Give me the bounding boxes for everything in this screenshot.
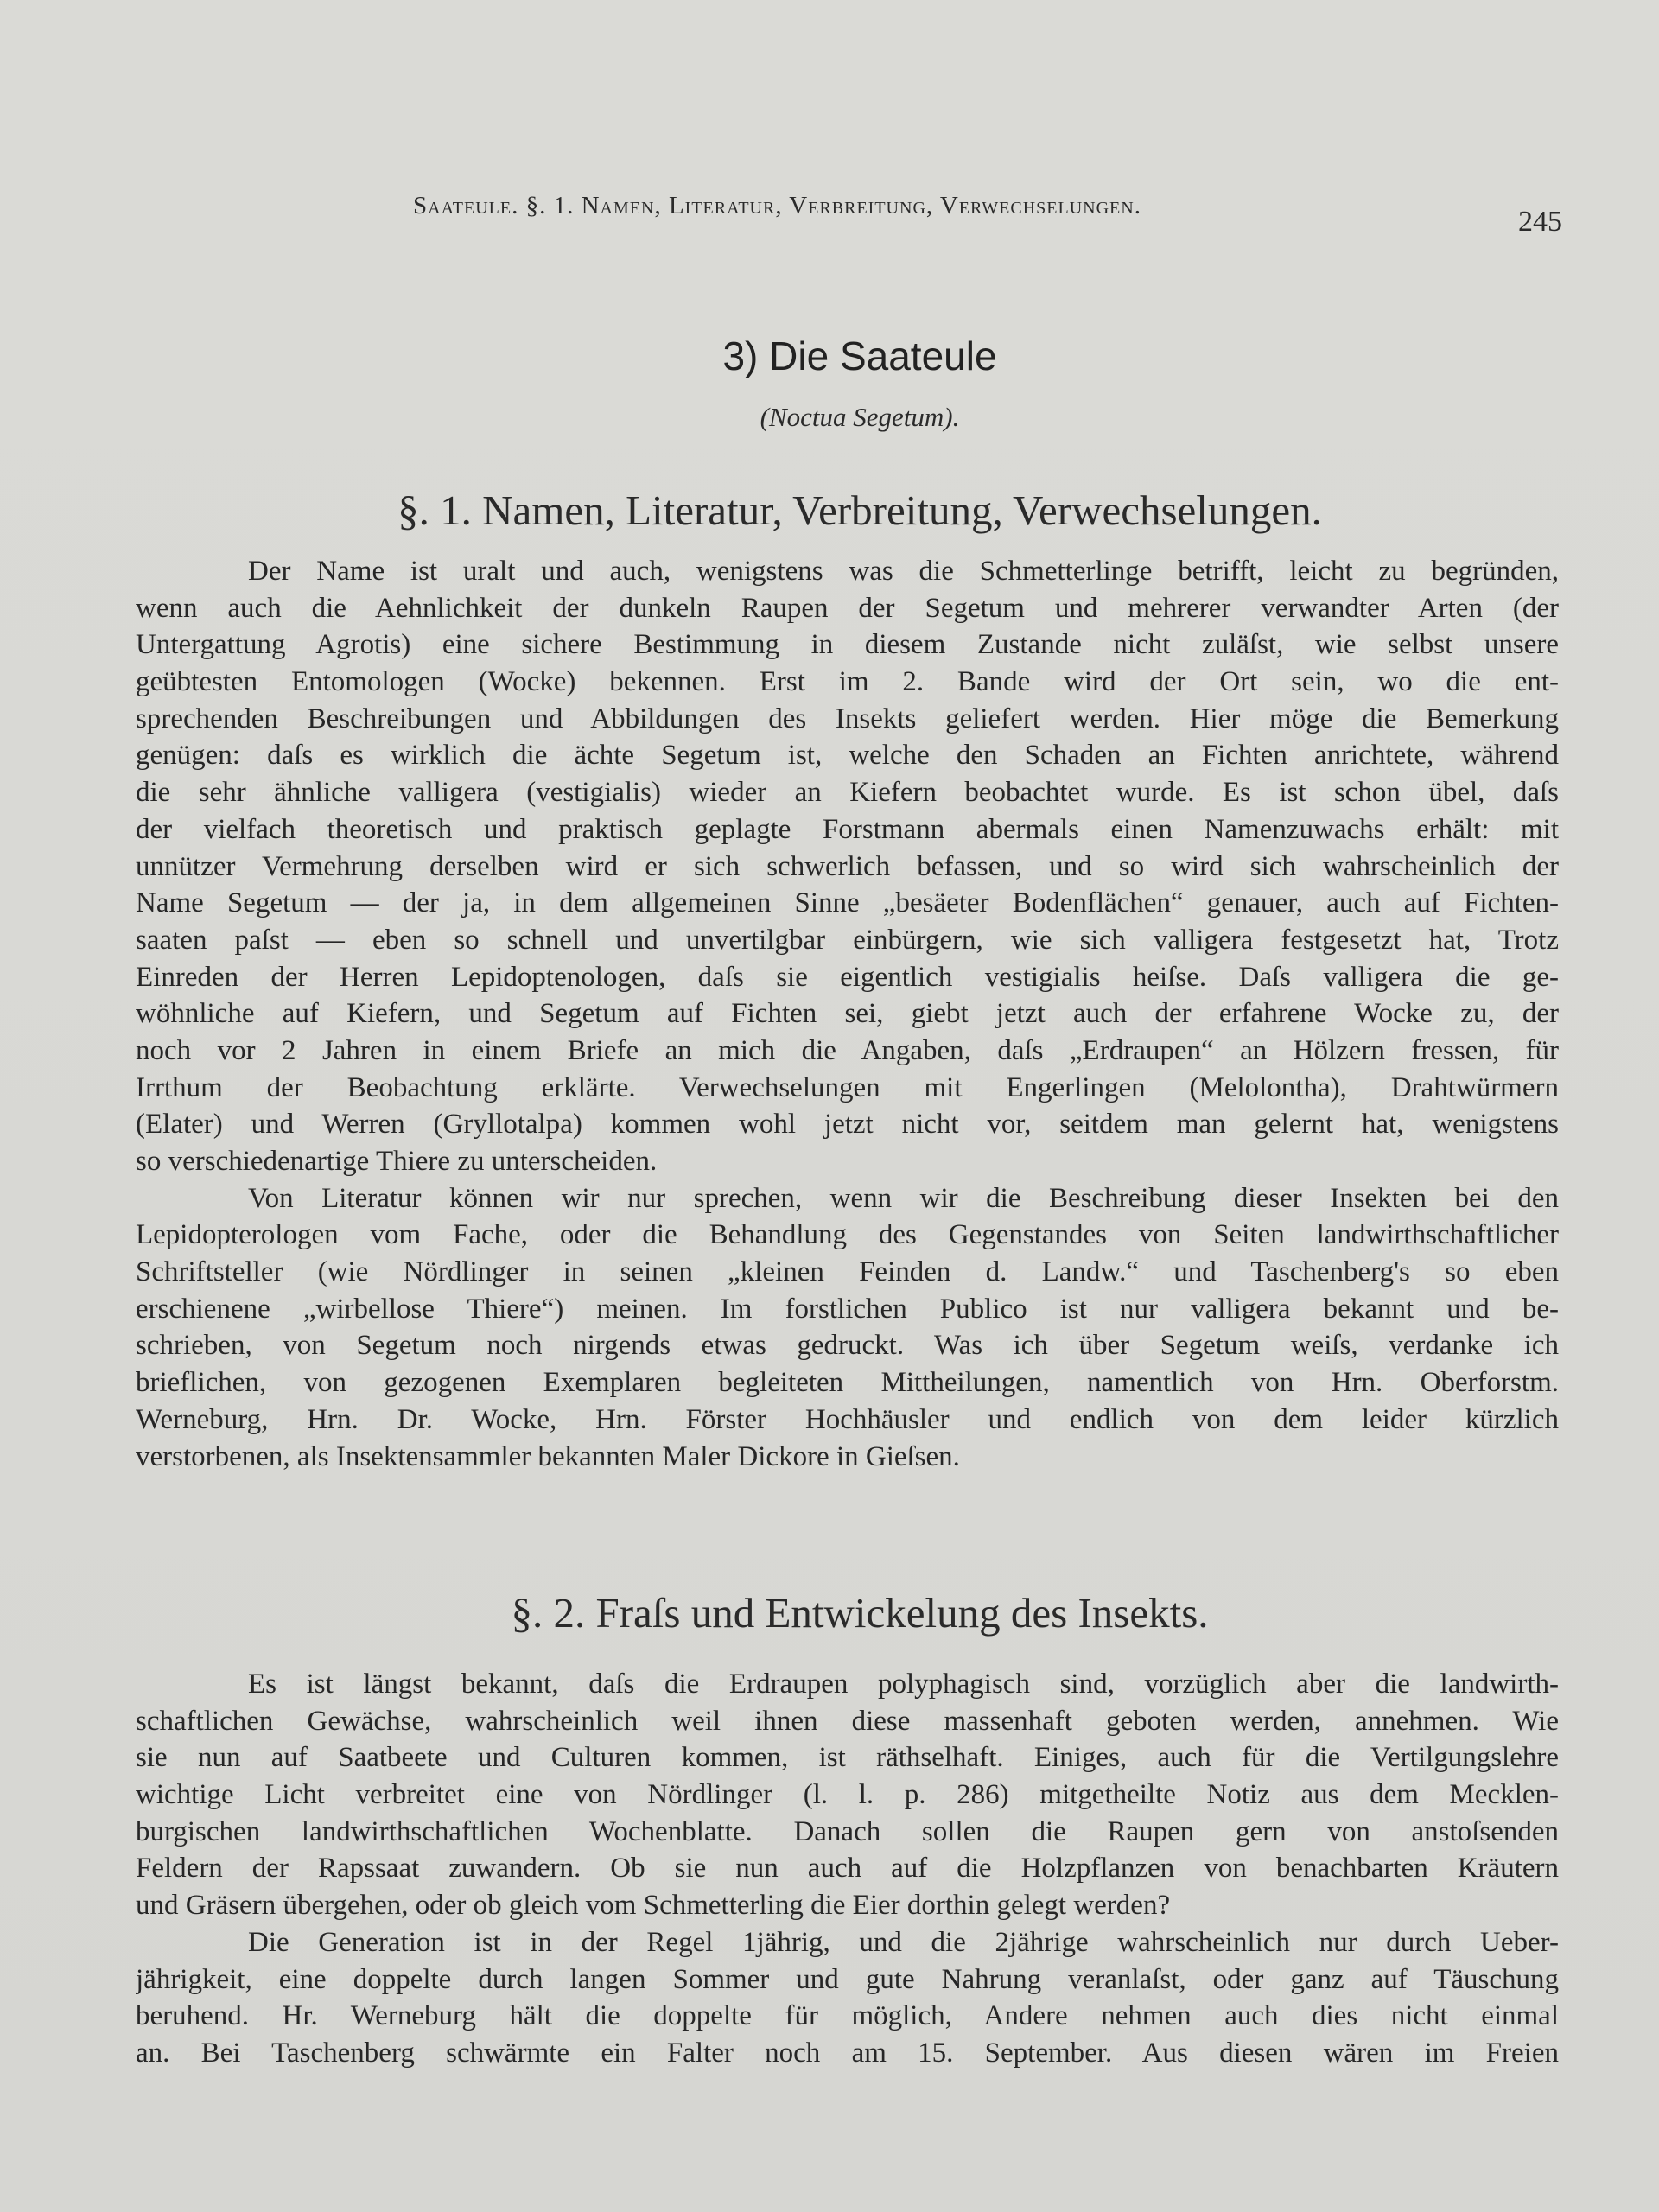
running-head — [413, 192, 1562, 238]
page-number: 245 — [1518, 206, 1562, 238]
text-line: Feldern der Rapssaat zuwandern. Ob sie nun auch auf die Holzpflanzen von benachbarten Kräutern — [136, 1853, 1559, 1885]
text-line: Lepidopterologen vom Fache, oder die Behandlung des Gegenstandes von Seiten landwirthschaftlicher — [136, 1219, 1559, 1251]
section-2-body — [136, 1666, 1559, 2072]
text-line: Die Generation ist in der Regel 1jährig, und die 2jährige wahrscheinlich nur durch Ueber- — [248, 1926, 1559, 1958]
text-line: wöhnliche auf Kiefern, und Segetum auf Fichten sei, giebt jetzt auch der erfahrene Wocke zu, der — [136, 998, 1559, 1030]
section-2-heading: §. 2. Fraſs und Entwickelung des Insekts. — [511, 1589, 1209, 1637]
text-line: an. Bei Taschenberg schwärmte ein Falter noch am 15. September. Aus diesen wären im Freien — [136, 2037, 1559, 2069]
text-line: schrieben, von Segetum noch nirgends etwas gedruckt. Was ich über Segetum weiſs, verdanke ich — [136, 1330, 1559, 1362]
text-line: verstorbenen, als Insektensammler bekannten Maler Dickore in Gieſsen. — [136, 1440, 960, 1472]
text-line: Name Segetum — der ja, in dem allgemeinen Sinne „besäeter Bodenflächen“ genauer, auch auf Fichten- — [136, 887, 1559, 919]
text-line: Schriftsteller (wie Nördlinger in seinen „kleinen Feinden d. Landw.“ und Taschenberg's so eben — [136, 1256, 1559, 1288]
text-line: so verschiedenartige Thiere zu unterscheiden. — [136, 1146, 658, 1177]
text-line: burgischen landwirthschaftlichen Wochenblatte. Danach sollen die Raupen gern von anstoſsenden — [136, 1815, 1559, 1847]
text-line: wichtige Licht verbreitet eine von Nördlinger (l. l. p. 286) mitgetheilte Notiz aus dem Mecklen- — [136, 1779, 1559, 1811]
text-line: Untergattung Agrotis) eine sichere Bestimmung in diesem Zustande nicht zuläſst, wie selbst unsere — [136, 629, 1559, 661]
text-line: erschienene „wirbellose Thiere“) meinen. Im forstlichen Publico ist nur valligera bekannt und be- — [136, 1293, 1559, 1325]
text-line: Der Name ist uralt und auch, wenigstens was die Schmetterlinge betrifft, leicht zu begründen, — [248, 556, 1559, 587]
text-line: Einreden der Herren Lepidoptenologen, daſs sie eigentlich vestigialis heiſse. Daſs valligera die ge- — [136, 961, 1559, 993]
text-line: sie nun auf Saatbeete und Culturen kommen, ist räthselhaft. Einiges, auch für die Vertilgungslehre — [136, 1742, 1559, 1774]
text-line: unnützer Vermehrung derselben wird er sich schwerlich befassen, und so wird sich wahrscheinlich der — [136, 850, 1559, 882]
text-line: und Gräsern übergehen, oder ob gleich vom Schmetterling die Eier dorthin gelegt werden? — [136, 1890, 1171, 1922]
text-line: saaten paſst — eben so schnell und unvertilgbar einbürgern, wie sich valligera festgesetzt hat, Trotz — [136, 924, 1559, 956]
section-1-body — [136, 553, 1559, 1475]
text-line: jährigkeit, eine doppelte durch langen Sommer und gute Nahrung veranlaſst, oder ganz auf Täuschung — [136, 1963, 1559, 1995]
text-line: sprechenden Beschreibungen und Abbildungen des Insekts geliefert werden. Hier möge die Bemerkung — [136, 702, 1559, 734]
text-line: Werneburg, Hrn. Dr. Wocke, Hrn. Förster Hochhäusler und endlich von dem leider kürzlich — [136, 1403, 1559, 1435]
section-1-heading: §. 1. Namen, Literatur, Verbreitung, Verwechselungen. — [397, 486, 1322, 534]
text-line: beruhend. Hr. Werneburg hält die doppelte für möglich, Andere nehmen auch dies nicht einmal — [136, 2000, 1559, 2032]
text-line: brieflichen, von gezogenen Exemplaren begleiteten Mittheilungen, namentlich von Hrn. Oberforstm. — [136, 1367, 1559, 1399]
text-line: schaftlichen Gewächse, wahrscheinlich weil ihnen diese massenhaft geboten werden, annehmen. Wie — [136, 1705, 1559, 1737]
running-head-text: Saateule. §. 1. Namen, Literatur, Verbreitung, Verwechselungen. — [413, 192, 1141, 219]
text-line: Es ist längst bekannt, daſs die Erdraupen polyphagisch sind, vorzüglich aber die landwirth- — [248, 1669, 1559, 1700]
text-line: Von Literatur können wir nur sprechen, wenn wir die Beschreibung dieser Insekten bei den — [248, 1182, 1559, 1214]
text-line: noch vor 2 Jahren in einem Briefe an mich die Angaben, daſs „Erdraupen“ an Hölzern fressen, für — [136, 1034, 1559, 1066]
text-line: wenn auch die Aehnlichkeit der dunkeln Raupen der Segetum und mehrerer verwandter Arten (der — [136, 592, 1559, 624]
text-line: genügen: daſs es wirklich die ächte Segetum ist, welche den Schaden an Fichten anrichtete, während — [136, 740, 1559, 772]
text-line: die sehr ähnliche valligera (vestigialis) wieder an Kiefern beobachtet wurde. Es ist schon übel, daſs — [136, 777, 1559, 809]
chapter-title: 3) Die Saateule — [722, 334, 997, 378]
text-line: der vielfach theoretisch und praktisch geplagte Forstmann abermals einen Namenzuwachs erhält: mit — [136, 813, 1559, 845]
text-line: (Elater) und Werren (Gryllotalpa) kommen wohl jetzt nicht vor, seitdem man gelernt hat, wenigstens — [136, 1109, 1559, 1141]
text-line: Irrthum der Beobachtung erklärte. Verwechselungen mit Engerlingen (Melolontha), Drahtwürmern — [136, 1071, 1559, 1103]
chapter-subtitle: (Noctua Segetum). — [760, 402, 960, 432]
text-line: geübtesten Entomologen (Wocke) bekennen. Erst im 2. Bande wird der Ort sein, wo die ent- — [136, 666, 1559, 698]
